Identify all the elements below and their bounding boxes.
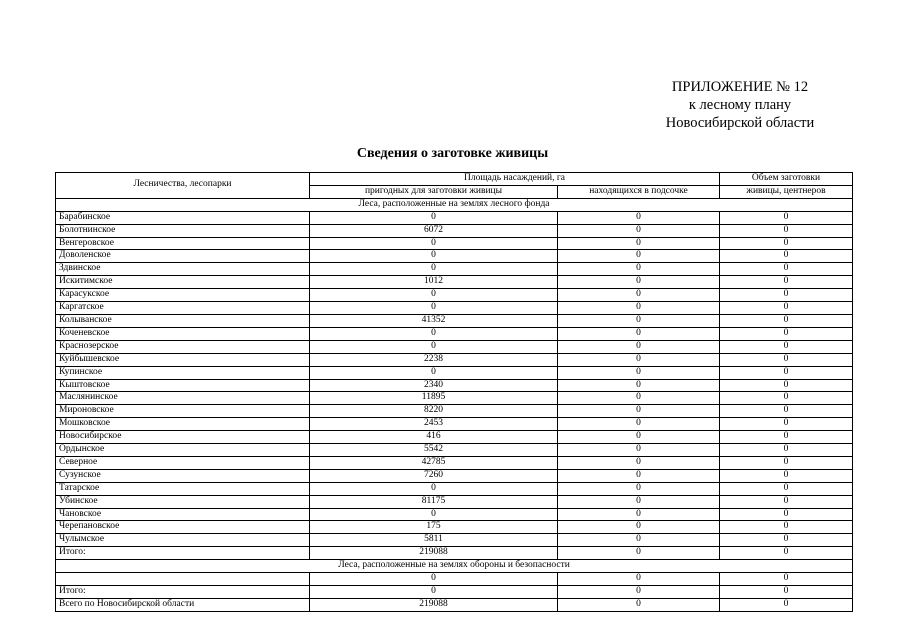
table-row xyxy=(56,444,853,457)
cell-volume: 0 xyxy=(720,521,853,534)
cell-volume: 0 xyxy=(720,495,853,508)
cell-suitable-area: 0 xyxy=(310,237,558,250)
cell-tapping-area: 0 xyxy=(558,379,720,392)
table-row xyxy=(56,224,853,237)
cell-suitable-area: 2238 xyxy=(310,353,558,366)
cell-forestry: Итого: xyxy=(56,586,310,599)
cell-suitable-area: 5811 xyxy=(310,534,558,547)
cell-tapping-area: 0 xyxy=(558,456,720,469)
table-row xyxy=(56,418,853,431)
cell-suitable-area: 219088 xyxy=(310,547,558,560)
section-forest-fund: Леса, расположенные на землях лесного фонда xyxy=(56,198,853,211)
cell-volume: 0 xyxy=(720,211,853,224)
cell-volume: 0 xyxy=(720,469,853,482)
cell-tapping-area: 0 xyxy=(558,314,720,327)
cell-forestry: Новосибирское xyxy=(56,431,310,444)
cell-forestry: Куйбышевское xyxy=(56,353,310,366)
resin-harvest-table xyxy=(55,172,853,612)
cell-tapping-area: 0 xyxy=(558,469,720,482)
cell-tapping-area: 0 xyxy=(558,340,720,353)
cell-suitable-area: 2340 xyxy=(310,379,558,392)
cell-tapping-area: 0 xyxy=(558,573,720,586)
cell-suitable-area: 0 xyxy=(310,263,558,276)
table-row xyxy=(56,263,853,276)
cell-volume: 0 xyxy=(720,340,853,353)
cell-suitable-area: 0 xyxy=(310,302,558,315)
cell-tapping-area: 0 xyxy=(558,508,720,521)
cell-tapping-area: 0 xyxy=(558,237,720,250)
cell-suitable-area: 6072 xyxy=(310,224,558,237)
cell-suitable-area: 0 xyxy=(310,366,558,379)
cell-volume: 0 xyxy=(720,547,853,560)
cell-suitable-area: 7260 xyxy=(310,469,558,482)
cell-tapping-area: 0 xyxy=(558,418,720,431)
cell-volume: 0 xyxy=(720,431,853,444)
cell-suitable-area: 0 xyxy=(310,211,558,224)
cell-tapping-area: 0 xyxy=(558,482,720,495)
appendix-number: ПРИЛОЖЕНИЕ № 12 xyxy=(671,79,809,95)
table-row xyxy=(56,521,853,534)
cell-forestry: Мироновское xyxy=(56,405,310,418)
cell-tapping-area: 0 xyxy=(558,327,720,340)
cell-suitable-area: 5542 xyxy=(310,444,558,457)
cell-forestry: Всего по Новосибирской области xyxy=(56,598,310,611)
cell-suitable-area: 0 xyxy=(310,340,558,353)
cell-volume: 0 xyxy=(720,302,853,315)
table-row xyxy=(56,211,853,224)
cell-forestry: Кыштовское xyxy=(56,379,310,392)
cell-suitable-area: 8220 xyxy=(310,405,558,418)
cell-volume: 0 xyxy=(720,366,853,379)
cell-suitable-area: 0 xyxy=(310,327,558,340)
cell-tapping-area: 0 xyxy=(558,263,720,276)
header-forestry: Лесничества, лесопарки xyxy=(56,173,310,199)
appendix-region: Новосибирской области xyxy=(665,115,815,131)
cell-suitable-area: 0 xyxy=(310,289,558,302)
table-row xyxy=(56,495,853,508)
cell-volume: 0 xyxy=(720,353,853,366)
cell-forestry: Чановское xyxy=(56,508,310,521)
cell-volume: 0 xyxy=(720,456,853,469)
header-tapping: находящихся в подсочке xyxy=(558,185,720,198)
table-row xyxy=(56,405,853,418)
cell-tapping-area: 0 xyxy=(558,547,720,560)
cell-forestry: Маслянинское xyxy=(56,392,310,405)
table-header-row xyxy=(56,173,853,186)
cell-volume: 0 xyxy=(720,392,853,405)
cell-forestry: Убинское xyxy=(56,495,310,508)
cell-volume: 0 xyxy=(720,276,853,289)
cell-volume: 0 xyxy=(720,508,853,521)
cell-tapping-area: 0 xyxy=(558,495,720,508)
header-volume-1: Объем заготовки xyxy=(720,173,853,186)
cell-volume: 0 xyxy=(720,327,853,340)
cell-volume: 0 xyxy=(720,598,853,611)
cell-volume: 0 xyxy=(720,418,853,431)
cell-volume: 0 xyxy=(720,379,853,392)
table-row xyxy=(56,431,853,444)
grand-total-row xyxy=(56,598,853,611)
table-row xyxy=(56,353,853,366)
table-row xyxy=(56,276,853,289)
cell-tapping-area: 0 xyxy=(558,586,720,599)
cell-forestry: Северное xyxy=(56,456,310,469)
cell-tapping-area: 0 xyxy=(558,366,720,379)
cell-forestry: Чулымское xyxy=(56,534,310,547)
cell-forestry: Колыванское xyxy=(56,314,310,327)
cell-forestry: Искитимское xyxy=(56,276,310,289)
cell-tapping-area: 0 xyxy=(558,211,720,224)
cell-tapping-area: 0 xyxy=(558,405,720,418)
table-row xyxy=(56,366,853,379)
cell-volume: 0 xyxy=(720,482,853,495)
cell-tapping-area: 0 xyxy=(558,431,720,444)
cell-volume: 0 xyxy=(720,573,853,586)
cell-suitable-area: 416 xyxy=(310,431,558,444)
table-body xyxy=(56,198,853,611)
cell-tapping-area: 0 xyxy=(558,302,720,315)
cell-volume: 0 xyxy=(720,405,853,418)
cell-tapping-area: 0 xyxy=(558,224,720,237)
section-row xyxy=(56,560,853,573)
cell-volume: 0 xyxy=(720,224,853,237)
section-row xyxy=(56,198,853,211)
table-row xyxy=(56,237,853,250)
cell-suitable-area: 1012 xyxy=(310,276,558,289)
cell-tapping-area: 0 xyxy=(558,534,720,547)
cell-tapping-area: 0 xyxy=(558,289,720,302)
cell-suitable-area: 0 xyxy=(310,508,558,521)
cell-suitable-area: 2453 xyxy=(310,418,558,431)
table-row xyxy=(56,508,853,521)
table-row xyxy=(56,314,853,327)
document-title: Сведения о заготовке живицы xyxy=(356,146,549,161)
cell-forestry: Карасукское xyxy=(56,289,310,302)
cell-forestry: Сузунское xyxy=(56,469,310,482)
cell-volume: 0 xyxy=(720,237,853,250)
table-row xyxy=(56,469,853,482)
cell-forestry: Каргатское xyxy=(56,302,310,315)
cell-volume: 0 xyxy=(720,289,853,302)
cell-suitable-area: 81175 xyxy=(310,495,558,508)
appendix-subtitle: к лесному плану xyxy=(688,97,792,113)
cell-forestry: Черепановское xyxy=(56,521,310,534)
cell-forestry: Барабинское xyxy=(56,211,310,224)
cell-suitable-area: 42785 xyxy=(310,456,558,469)
cell-tapping-area: 0 xyxy=(558,276,720,289)
cell-suitable-area: 0 xyxy=(310,250,558,263)
cell-suitable-area: 11895 xyxy=(310,392,558,405)
cell-forestry: Доволенское xyxy=(56,250,310,263)
cell-forestry: Коченевское xyxy=(56,327,310,340)
table-row xyxy=(56,379,853,392)
header-area: Площадь насаждений, га xyxy=(310,173,720,186)
cell-suitable-area: 41352 xyxy=(310,314,558,327)
cell-forestry: Венгеровское xyxy=(56,237,310,250)
cell-forestry: Ордынское xyxy=(56,444,310,457)
cell-volume: 0 xyxy=(720,444,853,457)
total-row xyxy=(56,547,853,560)
cell-forestry: Мошковское xyxy=(56,418,310,431)
header-suitable: пригодных для заготовки живицы xyxy=(310,185,558,198)
total-row xyxy=(56,586,853,599)
cell-tapping-area: 0 xyxy=(558,392,720,405)
cell-volume: 0 xyxy=(720,586,853,599)
table-row xyxy=(56,340,853,353)
table-row xyxy=(56,456,853,469)
cell-tapping-area: 0 xyxy=(558,250,720,263)
cell-forestry: Болотнинское xyxy=(56,224,310,237)
header-volume-2: живицы, центнеров xyxy=(720,185,853,198)
table-row xyxy=(56,327,853,340)
cell-volume: 0 xyxy=(720,314,853,327)
table-row xyxy=(56,482,853,495)
cell-forestry: Купинское xyxy=(56,366,310,379)
cell-forestry: Здвинское xyxy=(56,263,310,276)
section-defense-lands: Леса, расположенные на землях обороны и безопасности xyxy=(56,560,853,573)
cell-forestry xyxy=(56,573,310,586)
cell-suitable-area: 0 xyxy=(310,482,558,495)
cell-forestry: Итого: xyxy=(56,547,310,560)
cell-forestry: Татарское xyxy=(56,482,310,495)
table-row xyxy=(56,534,853,547)
table-row xyxy=(56,289,853,302)
cell-volume: 0 xyxy=(720,250,853,263)
cell-suitable-area: 0 xyxy=(310,573,558,586)
table-row xyxy=(56,302,853,315)
cell-tapping-area: 0 xyxy=(558,521,720,534)
table-row xyxy=(56,250,853,263)
cell-volume: 0 xyxy=(720,534,853,547)
appendix-header xyxy=(600,78,880,132)
cell-forestry: Краснозерское xyxy=(56,340,310,353)
cell-suitable-area: 175 xyxy=(310,521,558,534)
cell-tapping-area: 0 xyxy=(558,444,720,457)
table-row xyxy=(56,392,853,405)
cell-suitable-area: 0 xyxy=(310,586,558,599)
cell-tapping-area: 0 xyxy=(558,598,720,611)
cell-tapping-area: 0 xyxy=(558,353,720,366)
cell-volume: 0 xyxy=(720,263,853,276)
cell-suitable-area: 219088 xyxy=(310,598,558,611)
table-row xyxy=(56,573,853,586)
